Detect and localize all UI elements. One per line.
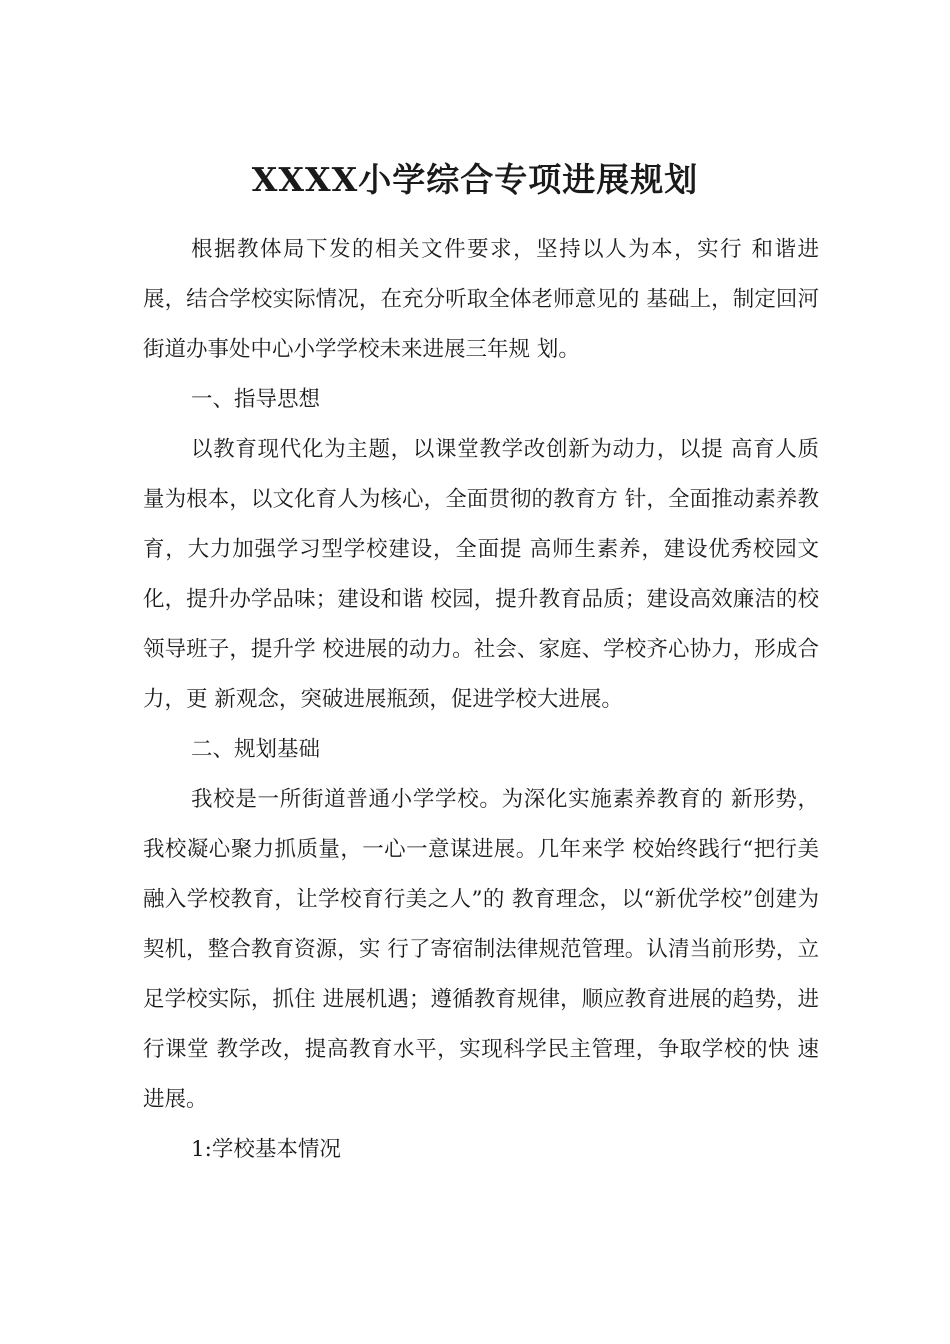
planning-basis-paragraph: 我校是一所街道普通小学学校。为深化实施素养教育的 新形势，我校凝心聚力抓质量，一心一意谋进展。几年来学 校始终践行“把行美融入学校教育，让学校育行美之人”的 教育理念，以“新优学校”创建为契机，整合教育资源，实 行了寄宿制法律规范管理。认清当前形势，立足学校实际，抓住 进展机遇；遵循教育规律，顺应教育进展的趋势，进行课堂 教学改，提高教育水平，实现科学民主管理，争取学校的快 速进展。 xyxy=(143,787,819,1112)
document-title: XXXX小学综合专项进展规划 xyxy=(251,160,699,200)
subsection-heading-school-basics: 1:学校基本情况 xyxy=(191,1137,341,1162)
intro-paragraph: 根据教体局下发的相关文件要求，坚持以人为本，实行 和谐进展，结合学校实际情况，在充分听取全体老师意见的 基础上，制定回河街道办事处中心小学学校未来进展三年规 划。 xyxy=(143,237,819,362)
document-body xyxy=(143,225,819,1175)
guiding-ideology-paragraph: 以教育现代化为主题，以课堂教学改创新为动力，以提 高育人质量为根本，以文化育人为核心，全面贯彻的教育方 针，全面推动素养教育，大力加强学习型学校建设，全面提 高师生素养，建设优秀校园文化，提升办学品味；建设和谐 校园，提升教育品质；建设高效廉洁的校领导班子，提升学 校进展的动力。社会、家庭、学校齐心协力，形成合力，更 新观念，突破进展瓶颈，促进学校大进展。 xyxy=(143,437,819,712)
section-heading-guiding-ideology: 一、指导思想 xyxy=(191,387,321,412)
section-heading-planning-basis: 二、规划基础 xyxy=(191,737,321,762)
